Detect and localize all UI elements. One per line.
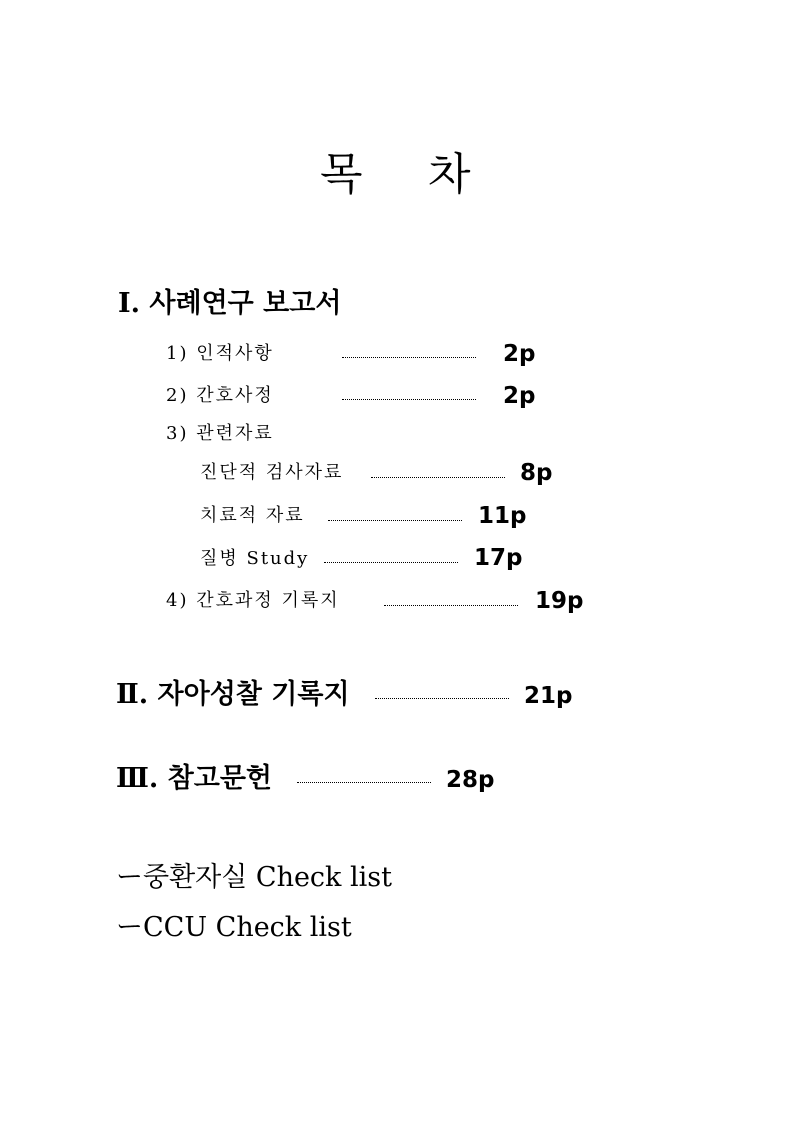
toc-item-nursing-process: 4) 간호과정 기록지 — [166, 590, 340, 611]
page-number: 17p — [474, 545, 523, 571]
leader-dots — [342, 357, 476, 358]
page-number: 11p — [478, 503, 527, 529]
leader-dots — [342, 399, 476, 400]
ccu-checklist-label: ーCCU Check list — [116, 912, 352, 943]
page-number: 8p — [520, 460, 553, 486]
section-1-heading: Ⅰ. 사례연구 보고서 — [118, 288, 342, 319]
page-number: 19p — [535, 588, 584, 614]
page-number: 2p — [503, 341, 536, 367]
leader-dots — [371, 477, 505, 478]
toc-item-related-data: 3) 관련자료 — [166, 423, 274, 444]
toc-item-nursing-assessment: 2) 간호사정 — [166, 385, 274, 406]
title-char-1: 목 — [320, 149, 363, 200]
page-number: 21p — [524, 683, 573, 709]
toc-subitem-treatment-data: 치료적 자료 — [200, 505, 305, 526]
leader-dots — [384, 605, 518, 606]
leader-dots — [324, 562, 458, 563]
section-3-heading: Ⅲ. 참고문헌 — [116, 763, 273, 794]
toc-subitem-diagnostic-tests: 진단적 검사자료 — [200, 462, 344, 483]
icu-checklist-label: ー중환자실 Check list — [116, 862, 392, 893]
leader-dots — [297, 782, 431, 783]
toc-subitem-disease-study: 질병 Study — [200, 548, 310, 569]
section-2-heading: Ⅱ. 자아성찰 기록지 — [116, 679, 350, 710]
page-number: 28p — [446, 767, 495, 793]
toc-item-personal-info: 1) 인적사항 — [166, 343, 274, 364]
leader-dots — [375, 698, 509, 699]
leader-dots — [328, 520, 462, 521]
page-number: 2p — [503, 383, 536, 409]
title-char-2: 차 — [428, 149, 471, 200]
